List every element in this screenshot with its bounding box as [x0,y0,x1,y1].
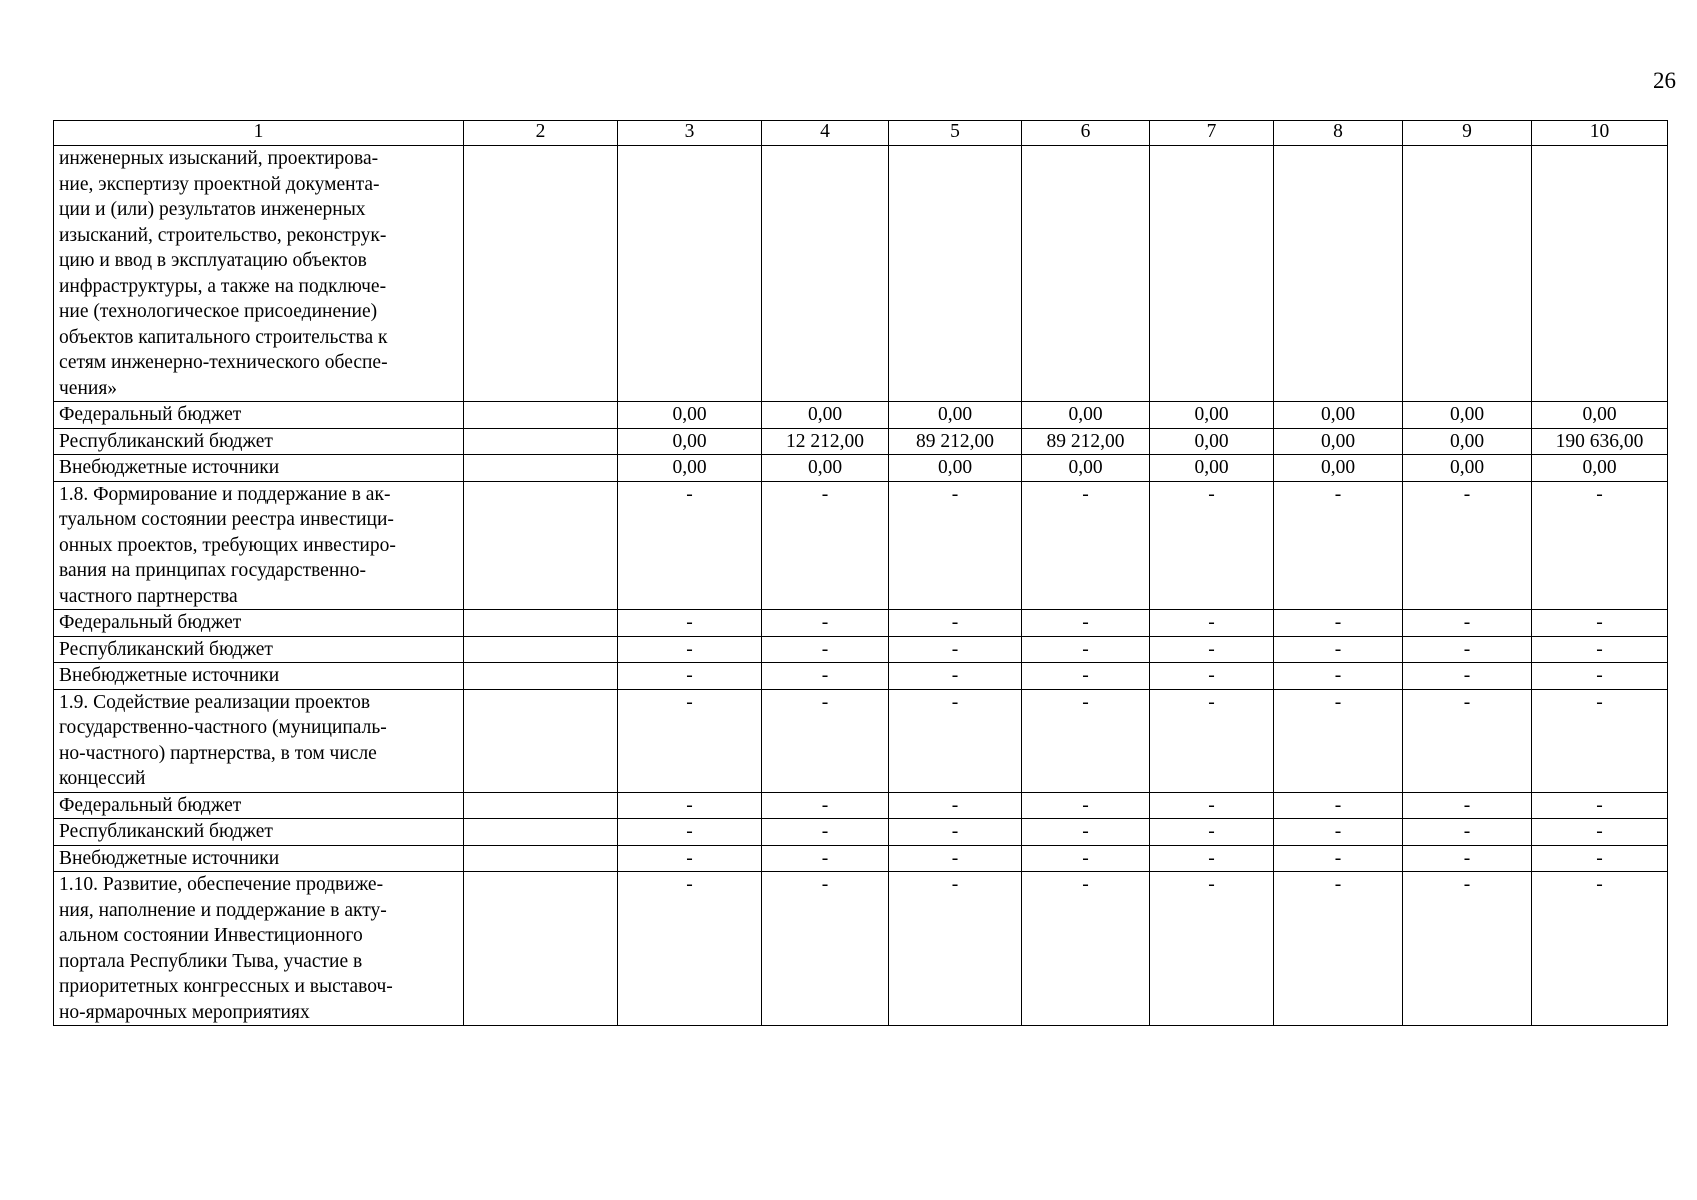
value-cell: 0,00 [1150,455,1274,482]
value-cell: - [1022,689,1150,792]
column-header: 1 [54,121,464,146]
value-cell: - [762,689,889,792]
value-cell: - [1274,845,1403,872]
value-cell: - [889,872,1022,1026]
table-row [54,455,1668,482]
value-cell: - [1532,872,1668,1026]
value-cell: - [762,792,889,819]
column-2-cell [464,792,618,819]
row-description [54,636,464,663]
value-cell: 190 636,00 [1532,428,1668,455]
table-row [54,402,1668,429]
column-2-cell [464,481,618,610]
value-cell: - [1274,872,1403,1026]
value-cell: - [889,663,1022,690]
row-description-text: Федеральный бюджет [59,612,242,633]
column-header: 5 [889,121,1022,146]
value-cell: - [1022,636,1150,663]
value-cell: - [889,819,1022,846]
value-cell: 0,00 [1403,455,1532,482]
value-cell: - [889,792,1022,819]
value-cell: - [1403,481,1532,610]
value-cell: - [1532,845,1668,872]
value-cell: 0,00 [1150,428,1274,455]
value-cell: - [1403,819,1532,846]
value-cell: 0,00 [1150,402,1274,429]
value-cell: - [1150,845,1274,872]
value-cell: - [1022,792,1150,819]
value-cell: - [1150,689,1274,792]
value-cell: - [1274,663,1403,690]
column-header: 3 [618,121,762,146]
value-cell: - [762,819,889,846]
value-cell: 0,00 [1532,455,1668,482]
value-cell: - [1403,689,1532,792]
column-2-cell [464,872,618,1026]
value-cell: - [889,610,1022,637]
value-cell [1403,146,1532,402]
value-cell: - [1403,872,1532,1026]
value-cell: 0,00 [1274,455,1403,482]
row-description [54,819,464,846]
value-cell: - [1532,663,1668,690]
value-cell: - [1403,636,1532,663]
page-number: 26 [1653,68,1676,93]
value-cell [1150,146,1274,402]
row-description-text: инженерных изысканий, проектирова- ние, экспертизу проектной документа- ции и (или) результатов инженерных изысканий, строительство, реконструк- цию и ввод в эксплуатацию объектов инфраструктуры, а также на подключе- ние (технологическое присоединение) объектов капитального строительства к сетям инженерно-технического обеспе- чения» [59,148,388,399]
value-cell [1274,146,1403,402]
value-cell: 0,00 [1274,402,1403,429]
value-cell: - [1150,663,1274,690]
table-row [54,146,1668,402]
value-cell: 0,00 [889,455,1022,482]
value-cell: - [1274,481,1403,610]
value-cell: - [889,845,1022,872]
column-2-cell [464,663,618,690]
table-row [54,610,1668,637]
value-cell [762,146,889,402]
value-cell [889,146,1022,402]
column-2-cell [464,689,618,792]
value-cell [1022,146,1150,402]
value-cell: - [618,610,762,637]
value-cell: 0,00 [618,428,762,455]
value-cell: - [889,689,1022,792]
value-cell: - [1150,481,1274,610]
value-cell: 0,00 [1532,402,1668,429]
budget-table [53,120,1668,1026]
row-description [54,663,464,690]
table-row [54,819,1668,846]
value-cell: - [762,610,889,637]
value-cell: - [1150,636,1274,663]
value-cell: - [618,663,762,690]
header-row [54,121,1668,146]
value-cell: - [1150,610,1274,637]
value-cell: - [1150,819,1274,846]
column-2-cell [464,146,618,402]
value-cell: - [889,636,1022,663]
column-header: 10 [1532,121,1668,146]
value-cell: - [762,636,889,663]
value-cell: 0,00 [1022,455,1150,482]
column-header: 2 [464,121,618,146]
table-row [54,845,1668,872]
value-cell: 0,00 [889,402,1022,429]
value-cell: 0,00 [1274,428,1403,455]
value-cell: - [1532,481,1668,610]
value-cell: - [1022,845,1150,872]
row-description [54,689,464,792]
value-cell: - [618,689,762,792]
value-cell: - [1274,610,1403,637]
row-description-text: Республиканский бюджет [59,430,273,452]
value-cell: - [1403,792,1532,819]
column-2-cell [464,428,618,455]
value-cell: - [1022,872,1150,1026]
column-header: 7 [1150,121,1274,146]
value-cell: - [762,872,889,1026]
row-description [54,402,464,429]
row-description [54,792,464,819]
value-cell: - [762,663,889,690]
column-2-cell [464,845,618,872]
value-cell: - [1403,845,1532,872]
row-description [54,872,464,1026]
value-cell: - [1022,663,1150,690]
value-cell: - [1150,872,1274,1026]
table-row [54,689,1668,792]
value-cell: - [1022,610,1150,637]
value-cell: 0,00 [1022,402,1150,429]
column-header: 8 [1274,121,1403,146]
value-cell: - [1022,819,1150,846]
value-cell: - [1403,610,1532,637]
row-description [54,146,464,402]
table-row [54,481,1668,610]
table-row [54,663,1668,690]
column-2-cell [464,402,618,429]
column-2-cell [464,455,618,482]
value-cell: 0,00 [762,455,889,482]
value-cell: - [1403,663,1532,690]
table-body [54,146,1668,1026]
value-cell: - [1274,819,1403,846]
value-cell: - [889,481,1022,610]
table-row [54,636,1668,663]
value-cell: - [1022,481,1150,610]
row-description-text: Республиканский бюджет [59,821,273,842]
value-cell: - [618,481,762,610]
value-cell: - [1532,636,1668,663]
value-cell: - [1274,689,1403,792]
row-description-text: Внебюджетные источники [59,847,280,869]
value-cell: 89 212,00 [889,428,1022,455]
value-cell: - [618,819,762,846]
value-cell: 0,00 [618,455,762,482]
value-cell: - [1532,689,1668,792]
column-2-cell [464,636,618,663]
row-description-text: Внебюджетные источники [59,457,280,478]
value-cell [1532,146,1668,402]
value-cell: - [618,636,762,663]
value-cell: 89 212,00 [1022,428,1150,455]
value-cell: 0,00 [762,402,889,429]
value-cell: - [618,792,762,819]
value-cell: 12 212,00 [762,428,889,455]
value-cell: - [1274,792,1403,819]
row-description-text: Федеральный бюджет [59,404,242,425]
column-header: 4 [762,121,889,146]
table-row [54,792,1668,819]
table-row [54,428,1668,455]
value-cell: - [1532,610,1668,637]
row-description-text: 1.8. Формирование и поддержание в ак- туальном состоянии реестра инвестици- онных проектов, требующих инвестиро- вания на принципах государственно- частного партнерства [59,483,396,607]
table-row [54,872,1668,1026]
row-description [54,610,464,637]
column-2-cell [464,610,618,637]
column-2-cell [464,819,618,846]
row-description-text: Федеральный бюджет [59,794,242,816]
value-cell: - [1532,792,1668,819]
row-description [54,455,464,482]
value-cell: - [762,845,889,872]
value-cell: - [1532,819,1668,846]
value-cell: 0,00 [1403,402,1532,429]
value-cell: - [762,481,889,610]
row-description [54,481,464,610]
row-description [54,845,464,872]
row-description-text: 1.9. Содействие реализации проектов государственно-частного (муниципаль- но-частного) партнерства, в том числе концессий [59,691,387,789]
value-cell: - [1274,636,1403,663]
row-description [54,428,464,455]
value-cell [618,146,762,402]
value-cell: - [618,845,762,872]
column-header: 6 [1022,121,1150,146]
value-cell: - [1150,792,1274,819]
value-cell: 0,00 [1403,428,1532,455]
value-cell: - [618,872,762,1026]
row-description-text: Республиканский бюджет [59,638,273,660]
column-header: 9 [1403,121,1532,146]
row-description-text: 1.10. Развитие, обеспечение продвиже- ния, наполнение и поддержание в акту- альном состоянии Инвестиционного портала Республики Тыва, участие в приоритетных конгрессных и выставоч- но-ярмарочных мероприятиях [59,874,393,1023]
row-description-text: Внебюджетные источники [59,665,280,686]
value-cell: 0,00 [618,402,762,429]
